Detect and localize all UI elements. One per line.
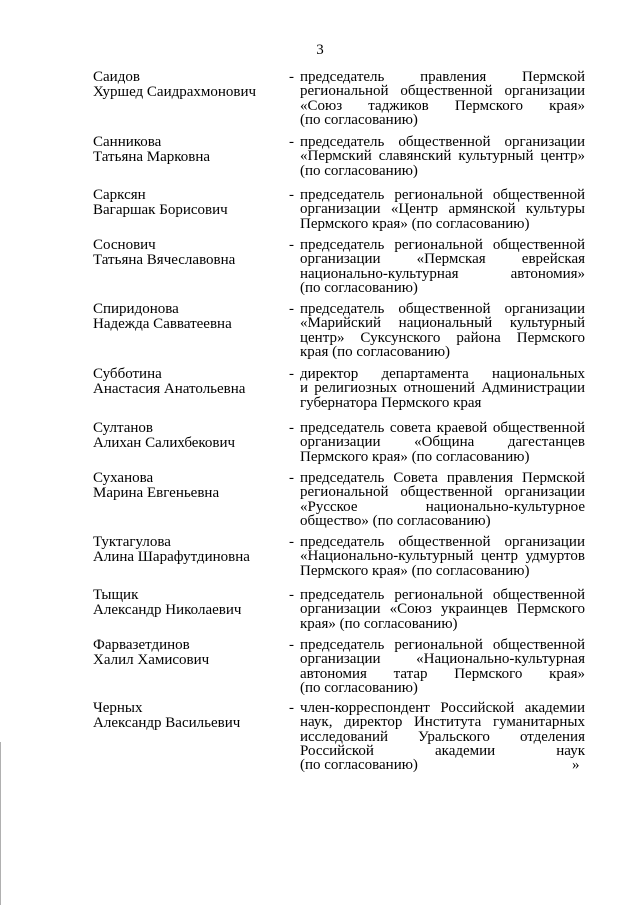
role-dash: - <box>289 301 294 317</box>
role-line: наук, директор Института гуманитарных <box>300 714 585 731</box>
member-surname: Соснович <box>93 237 156 253</box>
role-line: центр» Суксунского района Пермского <box>300 329 585 346</box>
member-role <box>300 188 585 231</box>
role-line: председатель региональной общественной <box>300 187 585 203</box>
role-dash: - <box>289 534 294 550</box>
role-line: и религиозных отношений Администрации <box>300 380 585 397</box>
member-given-names: Александр Васильевич <box>93 715 241 731</box>
role-dash: - <box>289 700 294 716</box>
member-role <box>300 70 585 127</box>
role-line: (по согласованию) <box>300 162 418 179</box>
member-role <box>300 421 585 464</box>
role-dash: - <box>289 637 294 653</box>
member-name <box>93 367 283 397</box>
member-role <box>300 471 585 528</box>
role-dash: - <box>289 587 294 603</box>
role-line: председатель региональной общественной <box>300 637 585 653</box>
role-dash: - <box>289 470 294 486</box>
role-line: председатель региональной общественной <box>300 587 585 603</box>
member-name <box>93 70 283 100</box>
member-name <box>93 238 283 268</box>
member-surname: Сарксян <box>93 187 146 203</box>
role-dash: - <box>289 187 294 203</box>
role-line: общество» (по согласованию) <box>300 512 491 529</box>
role-line: «Национально-культурный центр удмуртов <box>300 548 585 565</box>
role-line: Пермского края» (по согласованию) <box>300 215 530 232</box>
role-line: организации «Община дагестанцев <box>300 434 585 451</box>
role-line: организации «Союз украинцев Пермского <box>300 601 585 618</box>
role-line: региональной общественной организации <box>300 83 585 100</box>
member-name <box>93 302 283 332</box>
member-name <box>93 421 283 451</box>
role-dash: - <box>289 420 294 436</box>
member-given-names: Анастасия Анатольевна <box>93 381 246 397</box>
role-line: «Союз таджиков Пермского края» <box>300 97 585 114</box>
role-line: региональной общественной организации <box>300 484 585 501</box>
member-name <box>93 701 283 731</box>
role-line: организации «Национально-культурная <box>300 651 585 668</box>
member-role <box>300 135 585 178</box>
role-line: председатель общественной организации <box>300 301 585 317</box>
member-given-names: Алихан Салихбекович <box>93 435 236 451</box>
member-name <box>93 471 283 501</box>
member-role <box>300 638 585 695</box>
member-role <box>300 302 585 359</box>
role-line: председатель совета краевой общественной <box>300 420 585 436</box>
member-surname: Султанов <box>93 420 153 436</box>
role-line: председатель Совета правления Пермской <box>300 470 585 486</box>
member-name <box>93 588 283 618</box>
member-given-names: Хуршед Саидрахмонович <box>93 84 257 100</box>
scan-edge-line <box>0 742 1 905</box>
member-given-names: Татьяна Вячеславовна <box>93 252 236 268</box>
page-number: 3 <box>316 42 324 58</box>
member-surname: Фарвазетдинов <box>93 637 190 653</box>
role-line: (по согласованию) <box>300 279 418 296</box>
member-given-names: Халил Хамисович <box>93 652 210 668</box>
role-dash: - <box>289 237 294 253</box>
role-dash: - <box>289 69 294 85</box>
role-line: (по согласованию) <box>300 757 418 774</box>
member-given-names: Марина Евгеньевна <box>93 485 220 501</box>
member-role <box>300 367 585 410</box>
closing-quote: » <box>572 757 580 774</box>
member-given-names: Вагаршак Борисович <box>93 202 228 218</box>
role-line: автономия татар Пермского края» <box>300 665 585 682</box>
role-line: организации «Пермская еврейская <box>300 251 585 268</box>
member-surname: Туктагулова <box>93 534 171 550</box>
role-line: председатель общественной организации <box>300 534 585 550</box>
member-role <box>300 535 585 578</box>
role-line: председатель региональной общественной <box>300 237 585 253</box>
role-line: исследований Уральского отделения <box>300 728 585 745</box>
member-name <box>93 638 283 668</box>
member-surname: Субботина <box>93 366 162 382</box>
role-line: края» (по согласованию) <box>300 615 458 632</box>
role-line: «Русское национально-культурное <box>300 498 585 515</box>
role-line: края (по согласованию) <box>300 343 451 360</box>
member-surname: Санникова <box>93 134 162 150</box>
role-line: национально-культурная автономия» <box>300 265 585 282</box>
member-surname: Суханова <box>93 470 154 486</box>
member-given-names: Алина Шарафутдиновна <box>93 549 250 565</box>
role-dash: - <box>289 366 294 382</box>
role-line: председатель правления Пермской <box>300 69 585 85</box>
role-line: Пермского края» (по согласованию) <box>300 562 530 579</box>
role-line: Российской академии наук <box>300 742 585 759</box>
role-line: председатель общественной организации <box>300 134 585 150</box>
role-line: «Марийский национальный культурный <box>300 315 585 332</box>
role-line: организации «Центр армянской культуры <box>300 201 585 218</box>
member-surname: Спиридонова <box>93 301 179 317</box>
member-given-names: Надежда Савватеевна <box>93 316 232 332</box>
member-surname: Тыщик <box>93 587 139 603</box>
role-line: (по согласованию) <box>300 679 418 696</box>
role-line: губернатора Пермского края <box>300 394 482 411</box>
member-role <box>300 238 585 295</box>
member-role <box>300 701 585 772</box>
role-dash: - <box>289 134 294 150</box>
role-line: Пермского края» (по согласованию) <box>300 448 530 465</box>
role-line: директор департамента национальных <box>300 366 585 382</box>
role-line: (по согласованию) <box>300 111 418 128</box>
member-name <box>93 135 283 165</box>
role-line: член-корреспондент Российской академии <box>300 700 585 716</box>
member-role <box>300 588 585 631</box>
member-surname: Саидов <box>93 69 140 85</box>
member-name <box>93 188 283 218</box>
member-given-names: Александр Николаевич <box>93 602 242 618</box>
role-line: «Пермский славянский культурный центр» <box>300 148 585 165</box>
member-surname: Черных <box>93 700 143 716</box>
member-name <box>93 535 283 565</box>
member-given-names: Татьяна Марковна <box>93 149 211 165</box>
